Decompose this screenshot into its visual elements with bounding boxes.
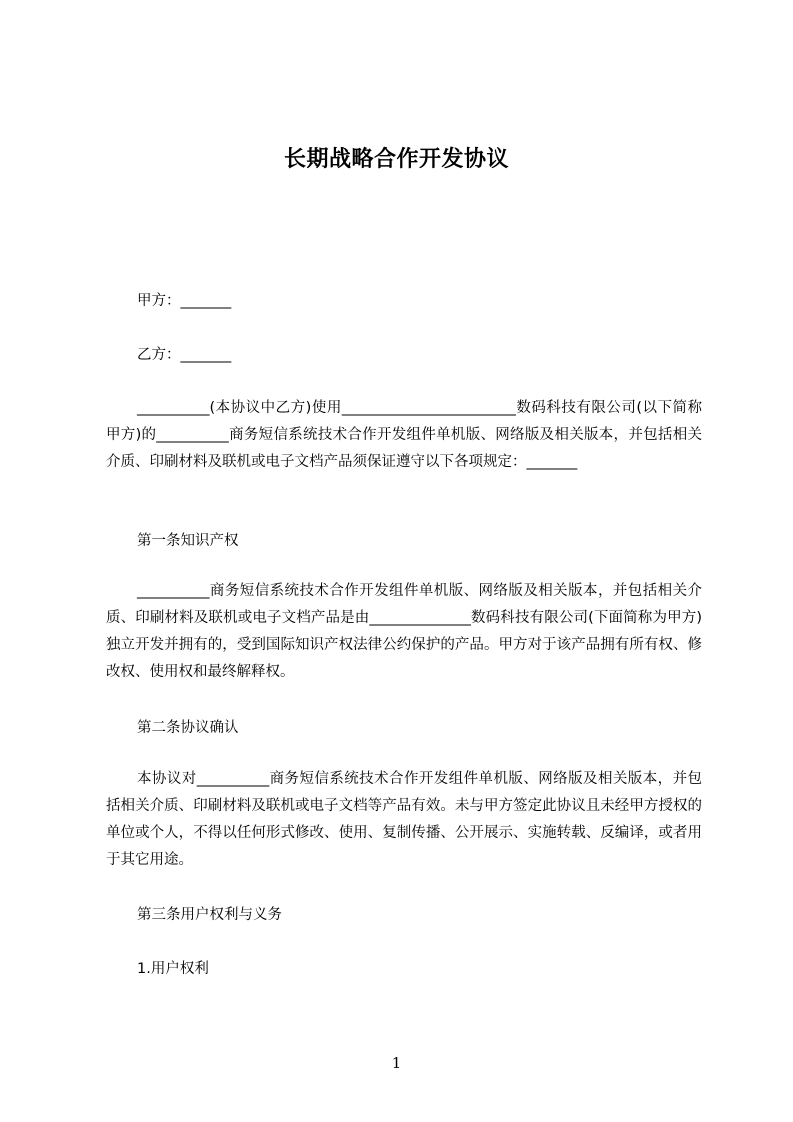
party-b-line: 乙方：_______ bbox=[137, 347, 232, 363]
article-1-heading: 第一条知识产权 bbox=[137, 533, 239, 549]
article-3-heading: 第三条用户权利与义务 bbox=[137, 907, 282, 923]
party-a-line: 甲方：_______ bbox=[137, 293, 232, 309]
document-title: 长期战略合作开发协议 bbox=[283, 147, 509, 172]
page-number: 1 bbox=[391, 1054, 402, 1072]
intro-paragraph: __________(本协议中乙方)使用________________________数码科技有限公司(以下简称甲方)的__________商务短信系统技术合作开发组件单机版、网络版及相关版本，并包括相关介质、印刷材料及联机或电子文档产品须保证遵守以下各项规定：_______ bbox=[106, 400, 702, 470]
article-1-body: __________商务短信系统技术合作开发组件单机版、网络版及相关版本，并包括相关介质、印刷材料及联机或电子文档产品是由______________数码科技有限公司(下面简称为甲方)独立开发并拥有的，受到国际知识产权法律公约保护的产品。甲方对于该产品拥有所有权、修改权、使用权和最终解释权。 bbox=[106, 583, 702, 680]
user-rights-heading: 1.用户权利 bbox=[137, 961, 209, 977]
article-2-body: 本协议对__________商务短信系统技术合作开发组件单机版、网络版及相关版本，并包括相关介质、印刷材料及联机或电子文档等产品有效。未与甲方签定此协议且未经甲方授权的单位或个人，不得以任何形式修改、使用、复制传播、公开展示、实施转载、反编译，或者用于其它用途。 bbox=[106, 771, 702, 868]
article-2-heading: 第二条协议确认 bbox=[137, 720, 239, 736]
